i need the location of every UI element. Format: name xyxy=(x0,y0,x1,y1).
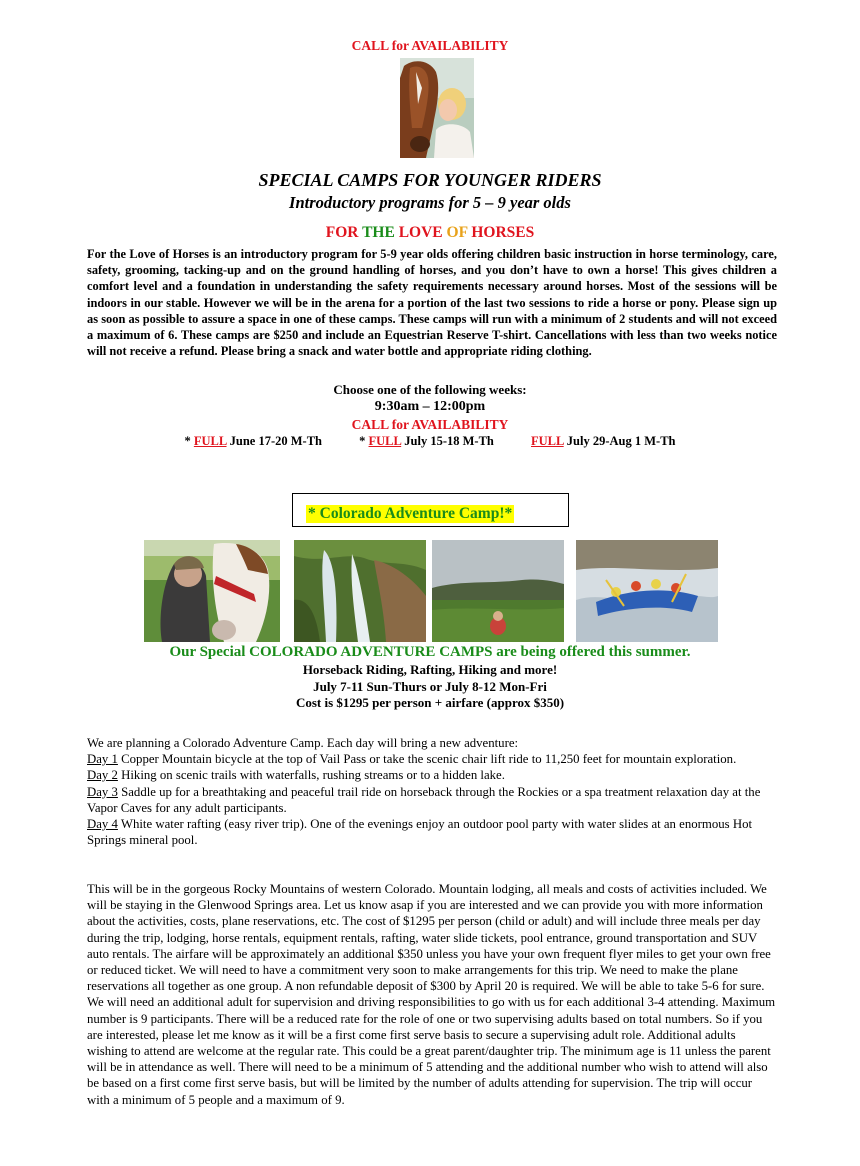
day-label: Day 1 xyxy=(87,752,118,767)
choose-week-label: Choose one of the following weeks: xyxy=(333,382,527,397)
itinerary-day xyxy=(87,751,782,767)
for-the-love-of-horses-title xyxy=(0,224,860,242)
adventure-activities: Horseback Riding, Rafting, Hiking and more! xyxy=(302,662,558,677)
love-word-love: LOVE xyxy=(398,224,443,241)
day-text: Hiking on scenic trails with waterfalls, rushing streams or to a hidden lake. xyxy=(117,768,505,783)
special-camps-title: SPECIAL CAMPS FOR YOUNGER RIDERS xyxy=(258,170,602,190)
day-text: White water rafting (easy river trip). One of the evenings enjoy an outdoor pool party with water slides at an enormous Hot Springs mineral pool. xyxy=(87,817,753,848)
call-availability-mid: CALL for AVAILABILITY xyxy=(351,417,509,432)
week-option xyxy=(359,434,494,448)
session-time: 9:30am – 12:00pm xyxy=(374,399,486,414)
week-dates: June 17-20 M-Th xyxy=(226,434,323,448)
horse-and-girl-photo xyxy=(400,58,474,158)
whitewater-rafting-photo xyxy=(576,540,718,642)
love-word-horses: HORSES xyxy=(471,224,535,241)
itinerary xyxy=(87,735,782,848)
weeks-list xyxy=(0,434,860,449)
week-prefix: * xyxy=(359,434,369,448)
day-text: Copper Mountain bicycle at the top of Vail Pass or take the scenic chair lift ride to 11,250 feet for mountain exploration. xyxy=(117,752,737,767)
week-prefix: * xyxy=(184,434,194,448)
introductory-programs-subtitle: Introductory programs for 5 – 9 year olds xyxy=(289,193,571,212)
adventure-camp-title: * Colorado Adventure Camp!* xyxy=(308,505,513,522)
adventure-headline: Our Special COLORADO ADVENTURE CAMPS are being offered this summer. xyxy=(169,644,691,660)
rider-kissing-horse-photo xyxy=(144,540,280,642)
adventure-cost: Cost is $1295 per person + airfare (approx $350) xyxy=(295,695,565,710)
waterfall-photo xyxy=(294,540,426,642)
adventure-dates: July 7-11 Sun-Thurs or July 8-12 Mon-Fri xyxy=(313,679,547,694)
itinerary-intro: We are planning a Colorado Adventure Camp. Each day will bring a new adventure: xyxy=(87,736,519,750)
love-word-for: FOR xyxy=(325,224,359,241)
week-status-full: FULL xyxy=(368,434,402,448)
day-label: Day 2 xyxy=(87,768,118,783)
love-word-of: OF xyxy=(446,224,468,241)
week-status-full: FULL xyxy=(193,434,227,448)
day-label: Day 4 xyxy=(87,817,118,832)
week-status-full: FULL xyxy=(531,434,564,448)
week-option xyxy=(531,434,675,448)
week-dates: July 15-18 M-Th xyxy=(401,434,494,448)
day-label: Day 3 xyxy=(87,784,118,799)
week-option xyxy=(184,434,322,448)
itinerary-day xyxy=(87,784,782,816)
call-availability-top: CALL for AVAILABILITY xyxy=(351,38,509,53)
itinerary-day xyxy=(87,816,782,848)
week-dates: July 29-Aug 1 M-Th xyxy=(563,434,676,448)
itinerary-day xyxy=(87,767,782,783)
mountain-meadow-photo xyxy=(432,540,564,642)
love-word-the: THE xyxy=(362,224,395,241)
day-text: Saddle up for a breathtaking and peaceful trail ride on horseback through the Rockies or a spa treatment relaxation day at the Vapor Caves for any adult participants. xyxy=(87,784,761,815)
love-of-horses-description: For the Love of Horses is an introductory program for 5-9 year olds offering children basic instruction in horse terminology, care, safety, grooming, tacking-up and on the ground handling of horses, and you don’t have to own a horse! This gives children a comfort level and a foundation in understanding the safety requirements necessary around horses. Most of the sessions will be indoors in our stable. However we will be in the arena for a portion of the last two sessions to ride a horse or pony. Please sign up as soon as possible to assure a space in one of these camps. These camps will run with a minimum of 2 students and will not exceed a maximum of 6. These camps are $250 and include an Equestrian Reserve T-shirt. Cancellations with less than two weeks notice will not receive a refund. Please bring a snack and water bottle and appropriate riding clothing. xyxy=(87,247,777,359)
trip-details-paragraph: This will be in the gorgeous Rocky Mountains of western Colorado. Mountain lodging, all meals and costs of activities included. We will be staying in the Glenwood Springs area. Let us know asap if you are interested and we can provide you with more information about the activities, costs, plane reservations, etc. The cost of $1295 per person (child or adult) and will include three meals per day during the trip, lodging, horse rentals, equipment rentals, rafting, water slide tickets, pool entrance, ground transportation and SUV auto rentals. The airfare will be approximately an additional $350 unless you have your own frequent flyer miles to get your own free or reduced ticket. We will need to have a commitment very soon to make arrangements for this trip. We need to make the plane reservations all together as one group. A non refundable deposit of $300 by April 20 is required. We will be able to take 5-6 for sure. We will need an additional adult for supervision and driving responsibilities to go with us for each additional 3-4 attending. Maximum number is 9 participants. There will be a reduced rate for the role of one or two supervising adults based on total numbers. So if you are interested, please let me know as it will be a first come first serve basis to secure a supervising adult role. Additional adults wishing to attend are welcome at the regular rate. This could be a great parent/daughter trip. The minimum age is 11 unless the parent will be in attendance as well. There will need to be a minimum of 5 attending and the additional number who wish to attend will also be based on a first come first serve basis, but will be limited by the number of adults attending for supervision. The trip will occur with a minimum of 5 people and a maximum of 9. xyxy=(87,882,776,1107)
